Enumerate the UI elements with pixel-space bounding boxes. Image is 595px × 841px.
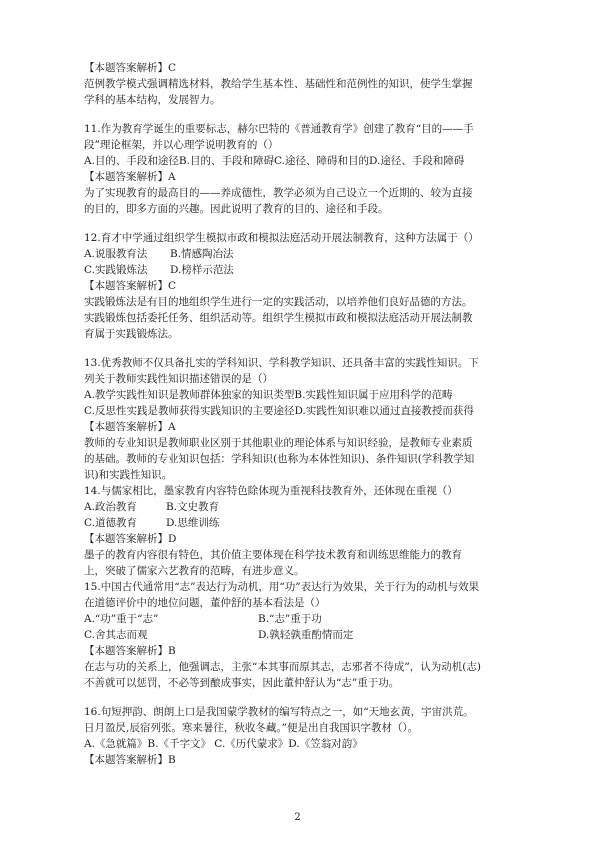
question-11: 11.作为教育学诞生的重要标志，赫尔巴特的《普通教育学》创建了教育“目的——手 [84,123,474,135]
explanation-text: 上，突破了儒家六艺教育的范畴，有进步意义。 [84,565,305,577]
option-c: C.道德教育 [84,517,137,529]
question-options: C.反思性实践是教师获得实践知识的主要途径D.实践性知识难以通过直接教授而获得 [84,405,474,417]
explanation-text: 范例教学模式强调精选材料，教给学生基本性、基础性和范例性的知识，使学生掌握 [84,78,473,90]
option-b: B.文史教育 [166,501,220,513]
question-text: 列关于教师实践性知识描述错误的是（） [84,373,273,385]
question-12: 12.育才中学通过组织学生模拟市政和模拟法庭活动开展法制教育，这种方法属于（） [84,232,479,244]
explanation-text: 在志与功的关系上，他强调志，主张“本其事而原其志，志邪者不待成”，认为动机(志) [84,661,481,673]
option-b: B.“志”重于功 [258,613,322,625]
answer-label: 【本题答案解析】B [84,754,176,766]
option-c: C.舍其志而观 [84,629,148,641]
question-text: 在道德评价中的地位问题，董仲舒的基本看法是（） [84,597,326,609]
explanation-text: 为了实现教育的最高目的——养成德性，教学必须为自己设立一个近期的、较为直接 [84,187,473,199]
option-d: D.思维训练 [166,517,220,529]
option-b: B.情感陶冶法 [170,248,234,260]
question-13: 13.优秀教师不仅具备扎实的学科知识、学科教学知识、还具备丰富的实践性知识。下 [84,357,479,369]
question-options: A.《急就篇》B.《千字文》 C.《历代蒙求》D.《笠翁对韵》 [84,738,363,750]
option-a: A.“功”重于“志” [84,613,159,625]
answer-label: 【本题答案解析】C [84,62,177,74]
option-d: D.孰轻孰重酌情而定 [258,629,354,641]
option-a: A.政治教育 [84,501,137,513]
question-options: A.教学实践性知识是教师群体独家的知识类型B.实践性知识属于应用科学的范畴 [84,389,453,401]
answer-label: 【本题答案解析】A [84,171,176,183]
option-a: A.说服教育法 [84,248,148,260]
option-c: C.实践锻炼法 [84,264,148,276]
explanation-text: 学科的基本结构，发展智力。 [84,94,221,106]
answer-label: 【本题答案解析】D [84,533,177,545]
question-text: 日月盈昃,辰宿列张。寒来暑往，秋收冬藏。”便是出自我国识字教材（）。 [84,722,419,734]
explanation-text: 实践锻炼包括委托任务、组织活动等。组织学生模拟市政和模拟法庭活动开展法制教 [84,312,473,324]
question-14: 14.与儒家相比，墨家教育内容特色除体现为重视科技教育外，还体现在重视（） [84,485,458,497]
question-16: 16.句短押韵、朗朗上口是我国蒙学教材的编写特点之一，如“天地玄黄，宇宙洪荒。 [84,706,474,718]
explanation-text: 教师的专业知识是教师职业区别于其他职业的理论体系与知识经验，是教师专业素质 [84,437,473,449]
explanation-text: 实践锻炼法是有目的地组织学生进行一定的实践活动，以培养他们良好品德的方法。 [84,296,473,308]
question-options: A.目的、手段和途径B.目的、手段和障碍C.途径、障碍和目的D.途径、手段和障碍 [84,155,465,167]
answer-label: 【本题答案解析】B [84,645,176,657]
question-15: 15.中国古代通常用“志”表达行为动机，用“功”表达行为效果，关于行为的动机与效果 [84,581,480,593]
explanation-text: 育属于实践锻炼法。 [84,328,179,340]
page-number: 2 [294,812,301,823]
explanation-text: 墨子的教育内容很有特色，其价值主要体现在科学技术教育和训练思维能力的教育 [84,549,462,561]
explanation-text: 不善就可以惩罚，不必等到酿成事实，因此董仲舒认为“志”重于功。 [84,677,400,689]
explanation-text: 的基础。教师的专业知识包括：学科知识(也称为本体性知识)、条件知识(学科教学知 [84,453,475,465]
question-text: 段”理论框架，并以心理学说明教育的（） [84,139,279,151]
explanation-text: 的目的，即多方面的兴趣。因此说明了教育的目的、途径和手段。 [84,203,389,215]
answer-label: 【本题答案解析】A [84,421,176,433]
option-d: D.榜样示范法 [170,264,234,276]
answer-label: 【本题答案解析】C [84,280,177,292]
explanation-text: 识)和实践性知识。 [84,469,173,481]
